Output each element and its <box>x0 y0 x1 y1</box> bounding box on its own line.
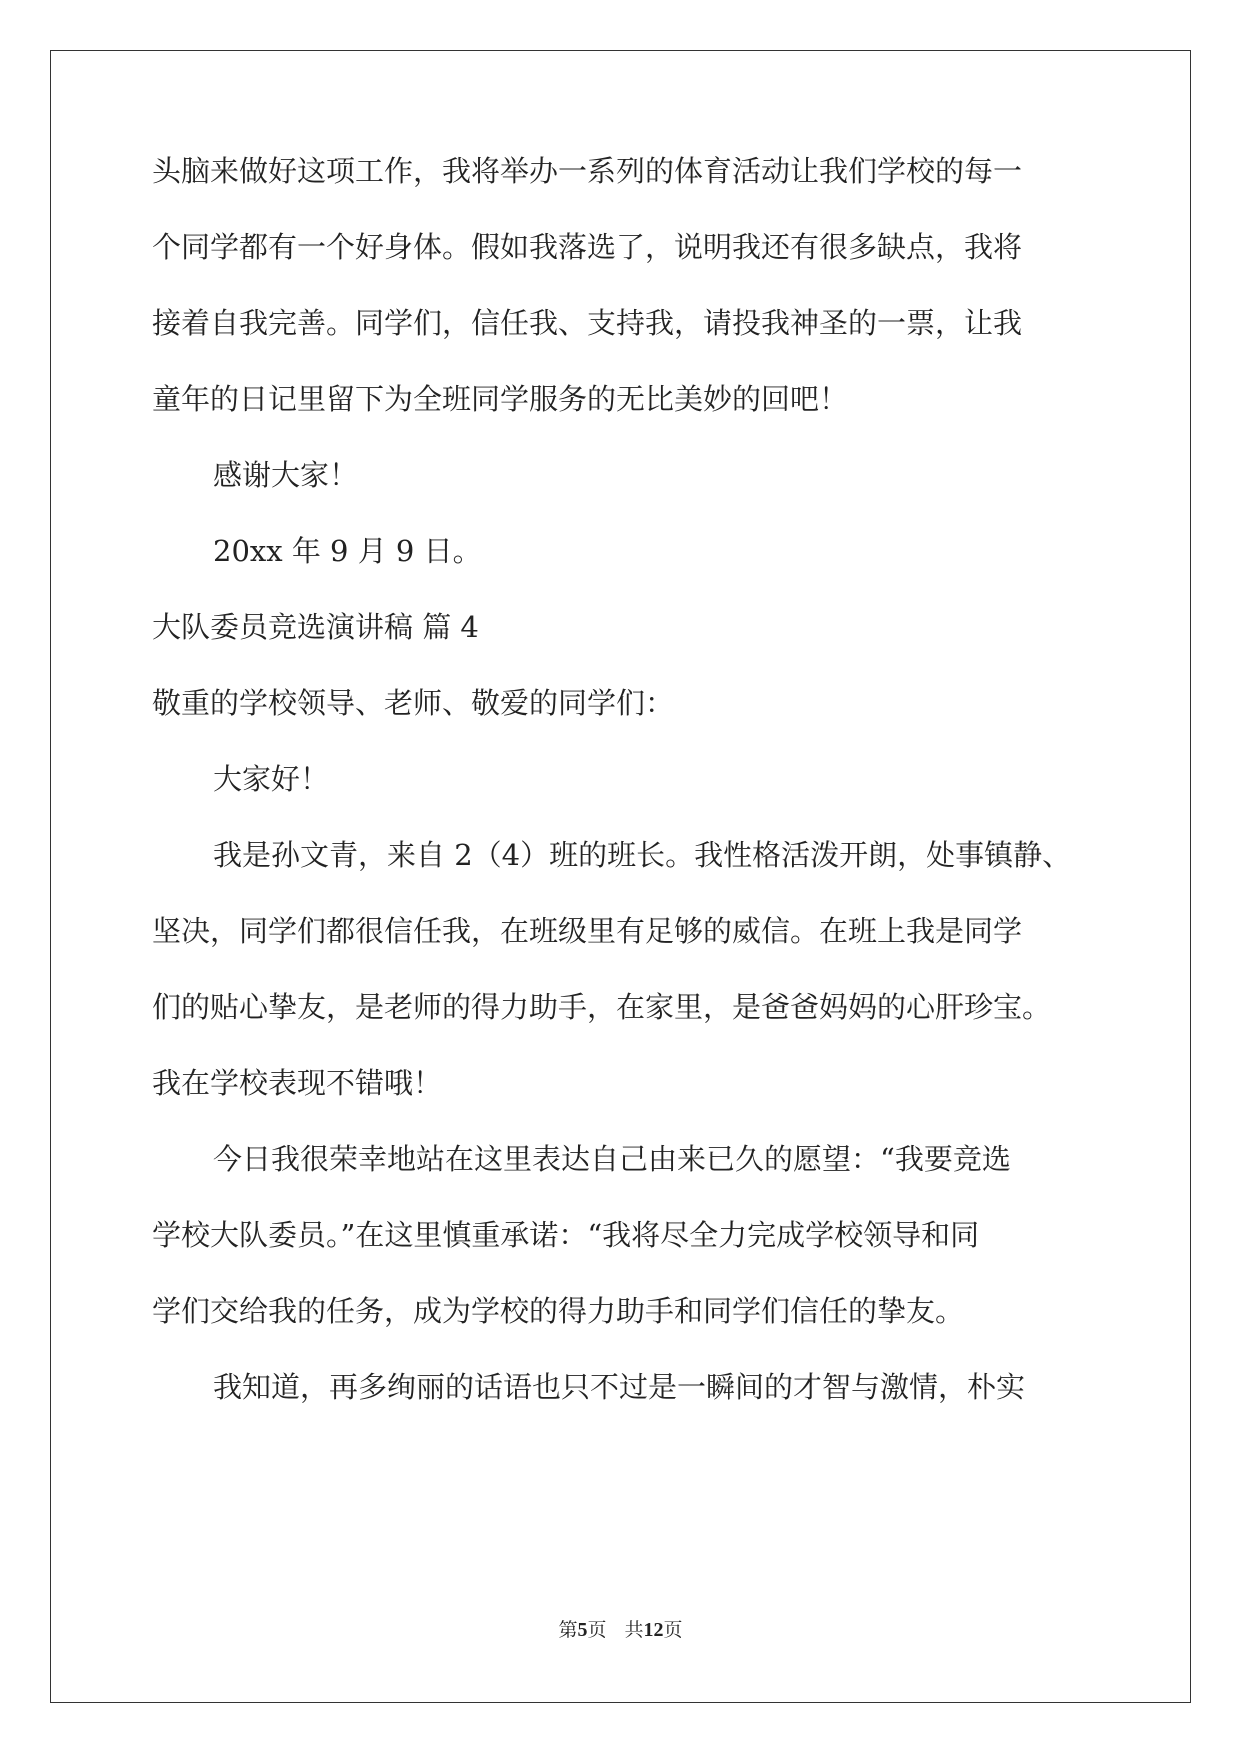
body-line: 个同学都有一个好身体。假如我落选了，说明我还有很多缺点，我将 <box>152 230 1023 264</box>
body-line: 接着自我完善。同学们，信任我、支持我，请投我神圣的一票，让我 <box>152 306 1023 340</box>
body-line: 我在学校表现不错哦！ <box>152 1066 443 1100</box>
body-line: 我知道，再多绚丽的话语也只不过是一瞬间的才智与激情，朴实 <box>213 1370 1026 1404</box>
footer-page-suffix: 页 <box>587 1619 607 1641</box>
body-line: 学们交给我的任务，成为学校的得力助手和同学们信任的挚友。 <box>152 1294 965 1328</box>
body-line: 今日我很荣幸地站在这里表达自己由来已久的愿望：“我要竞选 <box>213 1142 1011 1176</box>
page-border <box>50 50 1191 1703</box>
footer-total-suffix: 页 <box>663 1619 683 1641</box>
footer-page-prefix: 第 <box>558 1619 578 1641</box>
body-line: 我是孙文青，来自 2（4）班的班长。我性格活泼开朗，处事镇静、 <box>213 838 1072 872</box>
page-footer <box>0 1620 1241 1640</box>
date-line: 20xx 年 9 月 9 日。 <box>213 534 482 568</box>
section-title: 大队委员竞选演讲稿 篇 4 <box>152 610 479 644</box>
body-line: 们的贴心挚友，是老师的得力助手，在家里，是爸爸妈妈的心肝珍宝。 <box>152 990 1052 1024</box>
closing-line: 感谢大家！ <box>213 458 359 492</box>
body-line: 坚决，同学们都很信任我，在班级里有足够的威信。在班上我是同学 <box>152 914 1023 948</box>
footer-page-total: 12 <box>643 1619 664 1641</box>
body-line: 头脑来做好这项工作，我将举办一系列的体育活动让我们学校的每一 <box>152 154 1023 188</box>
greeting-line: 大家好！ <box>213 762 330 796</box>
footer-page-current: 5 <box>577 1619 588 1641</box>
body-line: 童年的日记里留下为全班同学服务的无比美妙的回吧！ <box>152 382 849 416</box>
body-line: 学校大队委员。”在这里慎重承诺：“我将尽全力完成学校领导和同 <box>152 1218 980 1252</box>
footer-total-prefix: 共 <box>624 1619 644 1641</box>
salutation-line: 敬重的学校领导、老师、敬爱的同学们： <box>152 686 675 720</box>
